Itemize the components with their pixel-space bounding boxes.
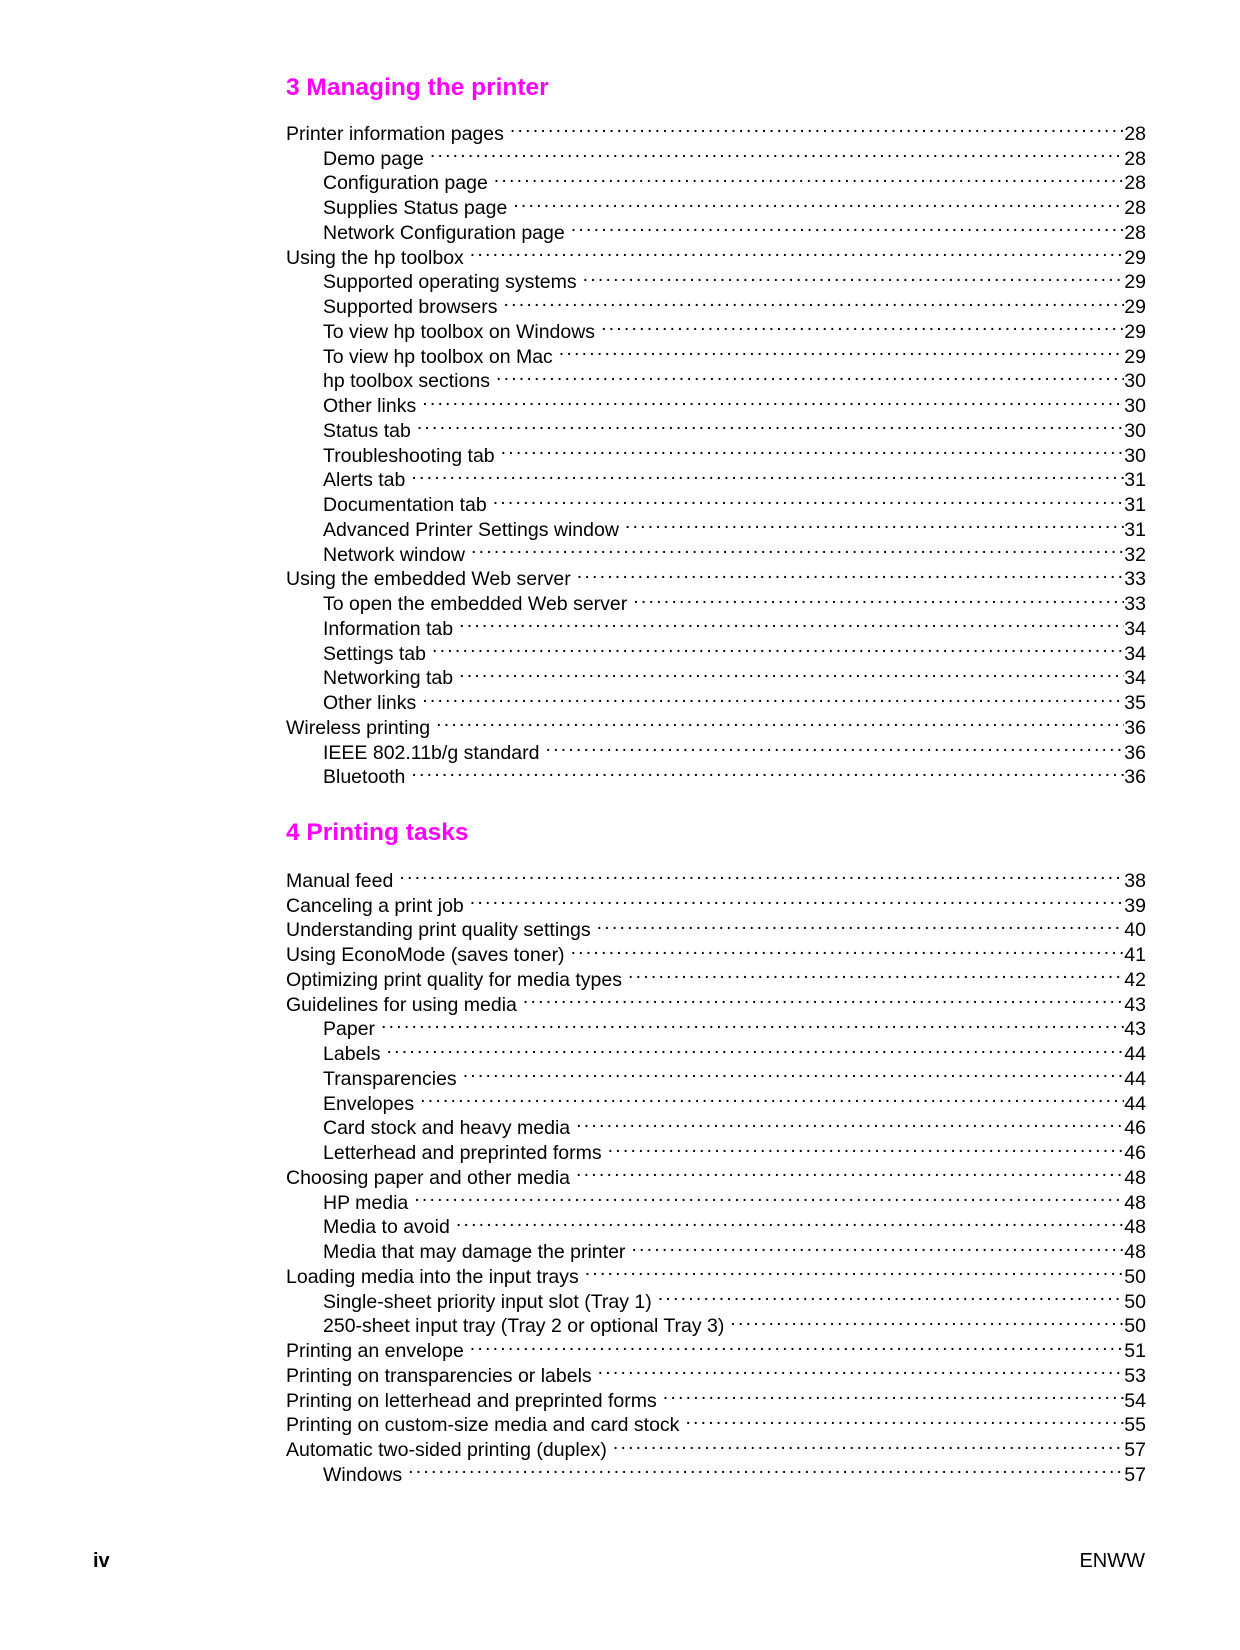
toc-entry-title: HP media: [323, 1191, 409, 1214]
toc-page-number: 36: [1124, 716, 1146, 739]
toc-subentry[interactable]: [286, 1456, 1146, 1486]
toc-entry-title: Card stock and heavy media: [323, 1117, 571, 1140]
toc-entry-title: Networking tab: [323, 667, 454, 690]
toc-page-number: 39: [1124, 894, 1146, 917]
toc-entry-title: Settings tab: [323, 642, 426, 665]
toc-entry-title: Labels: [323, 1043, 381, 1065]
dot-leader: [463, 1060, 1125, 1085]
toc-entry-title: Status tab: [323, 419, 411, 442]
toc-entry-title: Supplies Status page: [323, 197, 508, 219]
toc-entry-title: Manual feed: [286, 869, 394, 892]
dot-leader: [411, 759, 1124, 784]
toc-subentry[interactable]: [286, 1184, 1146, 1214]
toc-entry-title: Printer information pages: [286, 122, 504, 145]
toc-entry-title: Canceling a print job: [286, 894, 464, 917]
toc-entry-title: Transparencies: [323, 1067, 457, 1090]
dot-leader: [658, 1283, 1125, 1308]
toc-page-number: 29: [1124, 296, 1146, 318]
dot-leader: [430, 140, 1124, 165]
toc-entry-title: IEEE 802.11b/g standard: [323, 741, 540, 764]
toc-page-number: 29: [1124, 271, 1146, 294]
toc-page-number: 30: [1124, 395, 1146, 417]
toc-entry-title: Other links: [323, 395, 417, 417]
toc-entry-title: Envelopes: [323, 1092, 415, 1115]
toc-entry-title: Single-sheet priority input slot (Tray 1): [323, 1290, 652, 1313]
chapter-heading: 4 Printing tasks: [286, 819, 469, 846]
toc-page-number: 53: [1124, 1364, 1146, 1387]
toc-page-number: 34: [1124, 642, 1146, 665]
toc-entry-title: Understanding print quality settings: [286, 919, 591, 942]
dot-leader: [459, 660, 1124, 685]
dot-leader: [685, 1407, 1124, 1432]
dot-leader: [408, 1456, 1124, 1481]
dot-leader: [470, 1332, 1125, 1357]
dot-leader: [411, 462, 1124, 487]
toc-page-number: 28: [1124, 197, 1146, 219]
toc-subentry[interactable]: [286, 1209, 1146, 1239]
toc-page-number: 44: [1124, 1043, 1146, 1065]
dot-leader: [386, 1035, 1124, 1060]
dot-leader: [613, 1431, 1124, 1456]
dot-leader: [399, 862, 1124, 887]
dot-leader: [663, 1382, 1125, 1407]
dot-leader: [459, 610, 1124, 635]
toc-entry-title: Demo page: [323, 147, 424, 170]
chapter-3-entries: [286, 115, 1146, 789]
toc-entry-title: Automatic two-sided printing (duplex): [286, 1439, 607, 1461]
toc-page-number: 43: [1124, 1018, 1146, 1041]
toc-subentry[interactable]: [286, 1060, 1146, 1090]
dot-leader: [436, 709, 1124, 734]
toc-page-number: 41: [1124, 944, 1146, 966]
toc-entry-title: To view hp toolbox on Windows: [323, 320, 596, 343]
dot-leader: [471, 536, 1124, 561]
dot-leader: [576, 1110, 1124, 1135]
toc-subentry[interactable]: [286, 1011, 1146, 1041]
toc-entry-title: Optimizing print quality for media types: [286, 968, 622, 991]
toc-entry-title: Configuration page: [323, 172, 488, 195]
dot-leader: [510, 115, 1124, 140]
toc-page-number: 48: [1124, 1216, 1146, 1239]
dot-leader: [381, 1011, 1124, 1036]
toc-entry-title: Letterhead and preprinted forms: [323, 1142, 602, 1164]
toc-entry-title: Network window: [323, 543, 465, 566]
dot-leader: [414, 1184, 1124, 1209]
dot-leader: [470, 239, 1125, 264]
toc-entry-title: Supported operating systems: [323, 271, 577, 294]
toc-page-number: 44: [1124, 1092, 1146, 1115]
dot-leader: [432, 635, 1124, 660]
toc-page-number: 48: [1124, 1166, 1146, 1189]
dot-leader: [496, 363, 1124, 388]
toc-subentry[interactable]: [286, 462, 1146, 492]
toc-entry[interactable]: [286, 887, 1146, 917]
toc-entry-title: hp toolbox sections: [323, 370, 490, 393]
dot-leader: [523, 986, 1124, 1011]
toc-entry-title: Documentation tab: [323, 494, 487, 516]
toc-page-number: 51: [1124, 1340, 1146, 1362]
toc-entry[interactable]: [286, 115, 1146, 145]
dot-leader: [633, 585, 1124, 610]
toc-entry-title: Network Configuration page: [323, 221, 565, 244]
dot-leader: [597, 912, 1125, 937]
dot-leader: [513, 189, 1124, 214]
toc-entry-title: Choosing paper and other media: [286, 1166, 571, 1189]
toc-page-number: 33: [1124, 568, 1146, 591]
dot-leader: [501, 437, 1125, 462]
toc-entry-title: Printing on letterhead and preprinted forms: [286, 1389, 657, 1412]
toc-page-number: 50: [1124, 1265, 1146, 1288]
toc-page-number: 30: [1124, 419, 1146, 442]
toc-entry-title: Media that may damage the printer: [323, 1241, 626, 1263]
dot-leader: [417, 412, 1124, 437]
dot-leader: [577, 561, 1125, 586]
dot-leader: [583, 264, 1125, 289]
toc-entry-title: Wireless printing: [286, 716, 431, 739]
toc-entry-title: Printing an envelope: [286, 1340, 464, 1362]
toc-page-number: 50: [1124, 1315, 1146, 1338]
toc-page-number: 32: [1124, 543, 1146, 566]
toc-page-number: 29: [1124, 345, 1146, 368]
footer-locale-code: ENWW: [1079, 1550, 1145, 1572]
toc-subentry[interactable]: [286, 759, 1146, 789]
toc-page-number: 29: [1124, 246, 1146, 269]
toc-page-number: 29: [1124, 320, 1146, 343]
toc-page-number: 33: [1124, 593, 1146, 615]
toc-entry-title: Using the embedded Web server: [286, 568, 571, 591]
toc-page-number: 30: [1124, 444, 1146, 467]
toc-entry-title: Guidelines for using media: [286, 993, 517, 1016]
dot-leader: [571, 936, 1125, 961]
toc-entry-title: Advanced Printer Settings window: [323, 518, 619, 541]
dot-leader: [559, 338, 1125, 363]
toc-page-number: 43: [1124, 993, 1146, 1016]
toc-page-number: 40: [1124, 919, 1146, 942]
dot-leader: [598, 1357, 1125, 1382]
dot-leader: [422, 387, 1124, 412]
dot-leader: [576, 1159, 1124, 1184]
dot-leader: [504, 288, 1125, 313]
toc-entry[interactable]: [286, 862, 1146, 892]
dot-leader: [585, 1258, 1125, 1283]
toc-entry-title: 250-sheet input tray (Tray 2 or optional Tray 3): [323, 1315, 725, 1338]
toc-page-number: 34: [1124, 617, 1146, 640]
toc-page-number: 44: [1124, 1067, 1146, 1090]
toc-page-number: 46: [1124, 1117, 1146, 1140]
toc-page-number: 28: [1124, 172, 1146, 195]
toc-entry-title: Printing on custom-size media and card stock: [286, 1414, 680, 1437]
dot-leader: [631, 1233, 1124, 1258]
toc-entry-title: Using EconoMode (saves toner): [286, 944, 565, 966]
toc-entry-title: Information tab: [323, 617, 454, 640]
toc-entry-title: Bluetooth: [323, 766, 406, 789]
toc-entry-title: Loading media into the input trays: [286, 1265, 579, 1288]
dot-leader: [422, 684, 1124, 709]
toc-page-number: 36: [1124, 741, 1146, 764]
toc-page-number: 50: [1124, 1290, 1146, 1313]
toc-entry-title: Windows: [323, 1463, 403, 1486]
toc-entry-title: Troubleshooting tab: [323, 444, 495, 467]
toc-page-number: 38: [1124, 869, 1146, 892]
toc-entry-title: To view hp toolbox on Mac: [323, 345, 553, 368]
toc-entry-title: To open the embedded Web server: [323, 593, 628, 615]
toc-entry-title: Using the hp toolbox: [286, 246, 464, 269]
toc-subentry[interactable]: [286, 486, 1146, 516]
toc-page-number: 31: [1124, 494, 1146, 516]
toc-page-number: 34: [1124, 667, 1146, 690]
chapter-4-entries: [286, 862, 1146, 1486]
toc-page-number: 42: [1124, 968, 1146, 991]
toc-page-number: 28: [1124, 122, 1146, 145]
toc-page-number: 36: [1124, 766, 1146, 789]
toc-entry-title: Paper: [323, 1018, 376, 1041]
toc-page-number: 31: [1124, 469, 1146, 492]
chapter-heading: 3 Managing the printer: [286, 74, 549, 101]
dot-leader: [456, 1209, 1124, 1234]
toc-page-number: 48: [1124, 1241, 1146, 1263]
toc-page-number: 57: [1124, 1463, 1146, 1486]
toc-subentry[interactable]: [286, 1035, 1146, 1065]
toc-page-number: 46: [1124, 1142, 1146, 1164]
footer-page-number: iv: [93, 1550, 110, 1572]
toc-entry-title: Media to avoid: [323, 1216, 450, 1239]
dot-leader: [494, 165, 1125, 190]
toc-page-number: 35: [1124, 692, 1146, 714]
toc-page-number: 31: [1124, 518, 1146, 541]
toc-entry-title: Supported browsers: [323, 296, 498, 318]
dot-leader: [571, 214, 1125, 239]
dot-leader: [601, 313, 1124, 338]
toc-page-number: 54: [1124, 1389, 1146, 1412]
dot-leader: [545, 734, 1124, 759]
dot-leader: [628, 961, 1124, 986]
dot-leader: [625, 511, 1124, 536]
dot-leader: [730, 1308, 1124, 1333]
toc-page-number: 30: [1124, 370, 1146, 393]
dot-leader: [470, 887, 1125, 912]
toc-page-number: 28: [1124, 147, 1146, 170]
toc-entry-title: Other links: [323, 692, 417, 714]
dot-leader: [420, 1085, 1124, 1110]
toc-entry-title: Printing on transparencies or labels: [286, 1364, 592, 1387]
toc-page-number: 57: [1124, 1439, 1146, 1461]
dot-leader: [493, 486, 1125, 511]
dot-leader: [608, 1134, 1125, 1159]
toc-entry-title: Alerts tab: [323, 469, 406, 492]
toc-page-number: 28: [1124, 221, 1146, 244]
toc-page-number: 55: [1124, 1414, 1146, 1437]
toc-page-number: 48: [1124, 1191, 1146, 1214]
